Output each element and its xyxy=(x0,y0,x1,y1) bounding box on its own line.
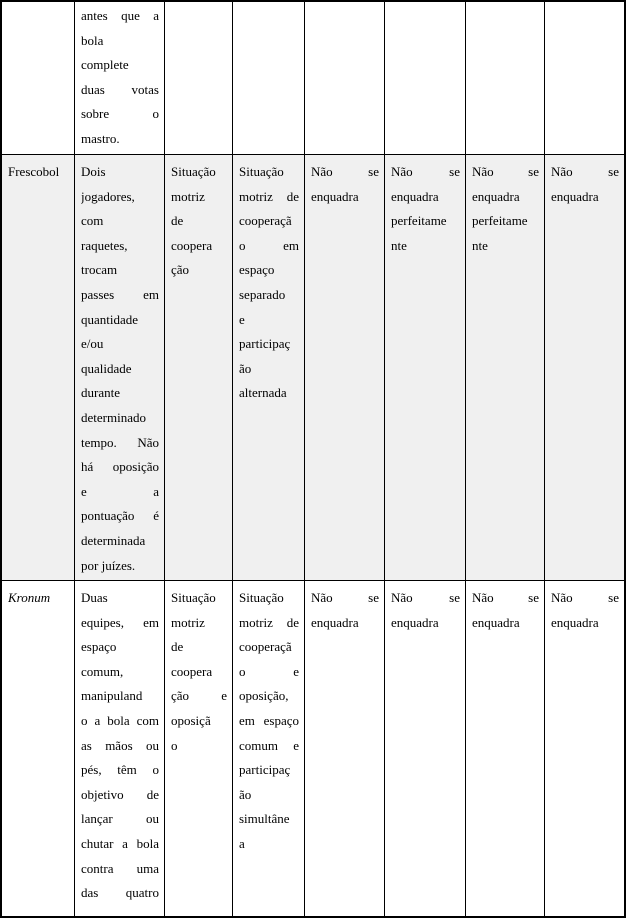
row-kronum-cell-2 xyxy=(165,581,233,916)
cell-text-line: em espaço xyxy=(239,712,299,728)
cell-text-line: enquadra xyxy=(311,614,359,630)
cell-text-line: Dois xyxy=(81,164,106,179)
cell-text-line: cooperaçã xyxy=(239,639,292,655)
cell-text-line: determinada xyxy=(81,532,146,548)
row-kronum xyxy=(2,581,624,916)
cell-text-line: jogadores, xyxy=(81,188,135,204)
cell-text-line: passes em xyxy=(81,286,159,302)
cell-text-line: com xyxy=(81,213,104,229)
cell-text-line: há oposição xyxy=(81,459,159,475)
row-continuation-previous-sport-cell-2 xyxy=(165,2,233,154)
cell-text-line: comum, xyxy=(81,663,124,679)
cell-text-line: separado xyxy=(239,286,286,302)
cell-text-line: quantidade xyxy=(81,311,139,327)
cell-text-line: coopera xyxy=(171,663,213,679)
cell-text-line: enquadra xyxy=(472,614,520,630)
cell-text-line: a xyxy=(239,835,245,851)
row-kronum-cell-7 xyxy=(545,581,624,916)
row-continuation-previous-sport-cell-6 xyxy=(466,2,545,154)
cell-text-line: determinado xyxy=(81,409,146,425)
row-frescobol-cell-7 xyxy=(545,155,624,580)
cell-text-line: de xyxy=(171,213,184,229)
cell-text-line: durante xyxy=(81,385,120,401)
cell-text-line: Duas xyxy=(81,590,108,605)
cell-text-line: motriz xyxy=(171,614,205,630)
cell-text-line: objetivo de xyxy=(81,786,159,802)
cell-text-line: sobre o xyxy=(81,106,159,122)
cell-text-line: as mãos ou xyxy=(81,737,159,753)
cell-text-line: oposiçã xyxy=(171,712,211,728)
cell-text-line: equipes, em xyxy=(81,614,159,630)
row-frescobol-cell-2 xyxy=(165,155,233,580)
cell-text-line: manipuland xyxy=(81,688,143,704)
cell-text-line: chutar a bola xyxy=(81,835,159,851)
cell-text-line: por juízes. xyxy=(81,557,136,573)
cell-text-line: complete xyxy=(81,57,129,73)
row-frescobol-cell-3 xyxy=(233,155,305,580)
cell-text-line: o xyxy=(171,737,178,753)
row-continuation-previous-sport-cell-0 xyxy=(2,2,75,154)
cell-text-line: Situação xyxy=(239,164,284,179)
cell-text-line: enquadra xyxy=(311,188,359,204)
cell-text-line: Não se xyxy=(391,590,460,605)
cell-text-line: de xyxy=(171,639,184,655)
row-continuation-previous-sport-cell-3 xyxy=(233,2,305,154)
row-continuation-previous-sport-cell-1 xyxy=(75,2,165,154)
cell-text-line: pontuação é xyxy=(81,508,159,524)
cell-text-line: espaço xyxy=(239,262,275,278)
cell-text-line: enquadra xyxy=(551,188,599,204)
row-kronum-cell-5 xyxy=(385,581,466,916)
cell-text-line: motriz de xyxy=(239,614,299,630)
cell-text-line: nte xyxy=(472,237,488,253)
cell-text-line: raquetes, xyxy=(81,237,128,253)
cell-text-line: Situação xyxy=(171,590,216,605)
cell-text-line: enquadra xyxy=(391,188,439,204)
cell-text-line: antes que a xyxy=(81,8,159,23)
cell-text-line: simultâne xyxy=(239,811,290,827)
row-continuation-previous-sport-cell-7 xyxy=(545,2,624,154)
row-frescobol-cell-6 xyxy=(466,155,545,580)
row-continuation-previous-sport-cell-5 xyxy=(385,2,466,154)
cell-text-line: Não se xyxy=(311,590,379,605)
cell-text-line: coopera xyxy=(171,237,213,253)
cell-text-line: enquadra xyxy=(391,614,439,630)
cell-text-line: Kronum xyxy=(8,590,51,605)
row-kronum-cell-4 xyxy=(305,581,385,916)
cell-text-line: ção e xyxy=(171,688,227,704)
cell-text-line: espaço xyxy=(81,639,117,655)
cell-text-line: motriz de xyxy=(239,188,299,204)
row-continuation-previous-sport-cell-4 xyxy=(305,2,385,154)
cell-text-line: Situação xyxy=(171,164,216,179)
cell-text-line: comum e xyxy=(239,737,299,753)
row-kronum-cell-1 xyxy=(75,581,165,916)
cell-text-line: pés, têm o xyxy=(81,762,159,778)
cell-text-line: Não se xyxy=(551,164,619,179)
cell-text-line: alternada xyxy=(239,385,287,401)
cell-text-line: contra uma xyxy=(81,860,159,876)
row-frescobol-cell-0 xyxy=(2,155,75,580)
cell-text-line: cooperaçã xyxy=(239,213,292,229)
row-kronum-cell-0 xyxy=(2,581,75,916)
row-frescobol-cell-1 xyxy=(75,155,165,580)
cell-text-line: Situação xyxy=(239,590,284,605)
cell-text-line: nte xyxy=(391,237,407,253)
cell-text-line: ção xyxy=(171,262,190,278)
cell-text-line: trocam xyxy=(81,262,118,278)
cell-text-line: o em xyxy=(239,237,299,253)
row-kronum-cell-3 xyxy=(233,581,305,916)
cell-text-line: e a xyxy=(81,483,159,499)
cell-text-line: Não se xyxy=(391,164,460,179)
cell-text-line: enquadra xyxy=(551,614,599,630)
cell-text-line: mastro. xyxy=(81,130,120,146)
cell-text-line: perfeitame xyxy=(391,213,447,229)
cell-text-line: participaç xyxy=(239,762,291,778)
cell-text-line: Não se xyxy=(472,590,539,605)
cell-text-line: ão xyxy=(239,360,252,376)
cell-text-line: duas votas xyxy=(81,81,159,97)
cell-text-line: Não se xyxy=(311,164,379,179)
row-continuation-previous-sport xyxy=(2,2,624,155)
row-frescobol xyxy=(2,155,624,581)
row-frescobol-cell-4 xyxy=(305,155,385,580)
cell-text-line: motriz xyxy=(171,188,205,204)
cell-text-line: bola xyxy=(81,32,104,48)
cell-text-line: das quatro xyxy=(81,885,159,901)
cell-text-line: Frescobol xyxy=(8,164,60,179)
cell-text-line: ão xyxy=(239,786,252,802)
cell-text-line: e/ou xyxy=(81,336,104,352)
cell-text-line: o e xyxy=(239,663,299,679)
cell-text-line: Não se xyxy=(472,164,539,179)
cell-text-line: oposição, xyxy=(239,688,289,704)
cell-text-line: e xyxy=(239,311,245,327)
cell-text-line: o a bola com xyxy=(81,712,159,728)
cell-text-line: enquadra xyxy=(472,188,520,204)
cell-text-line: lançar ou xyxy=(81,811,159,827)
cell-text-line: tempo. Não xyxy=(81,434,159,450)
cell-text-line: participaç xyxy=(239,336,291,352)
cell-text-line: Não se xyxy=(551,590,619,605)
row-kronum-cell-6 xyxy=(466,581,545,916)
cell-text-line: perfeitame xyxy=(472,213,528,229)
cell-text-line: qualidade xyxy=(81,360,132,376)
row-frescobol-cell-5 xyxy=(385,155,466,580)
